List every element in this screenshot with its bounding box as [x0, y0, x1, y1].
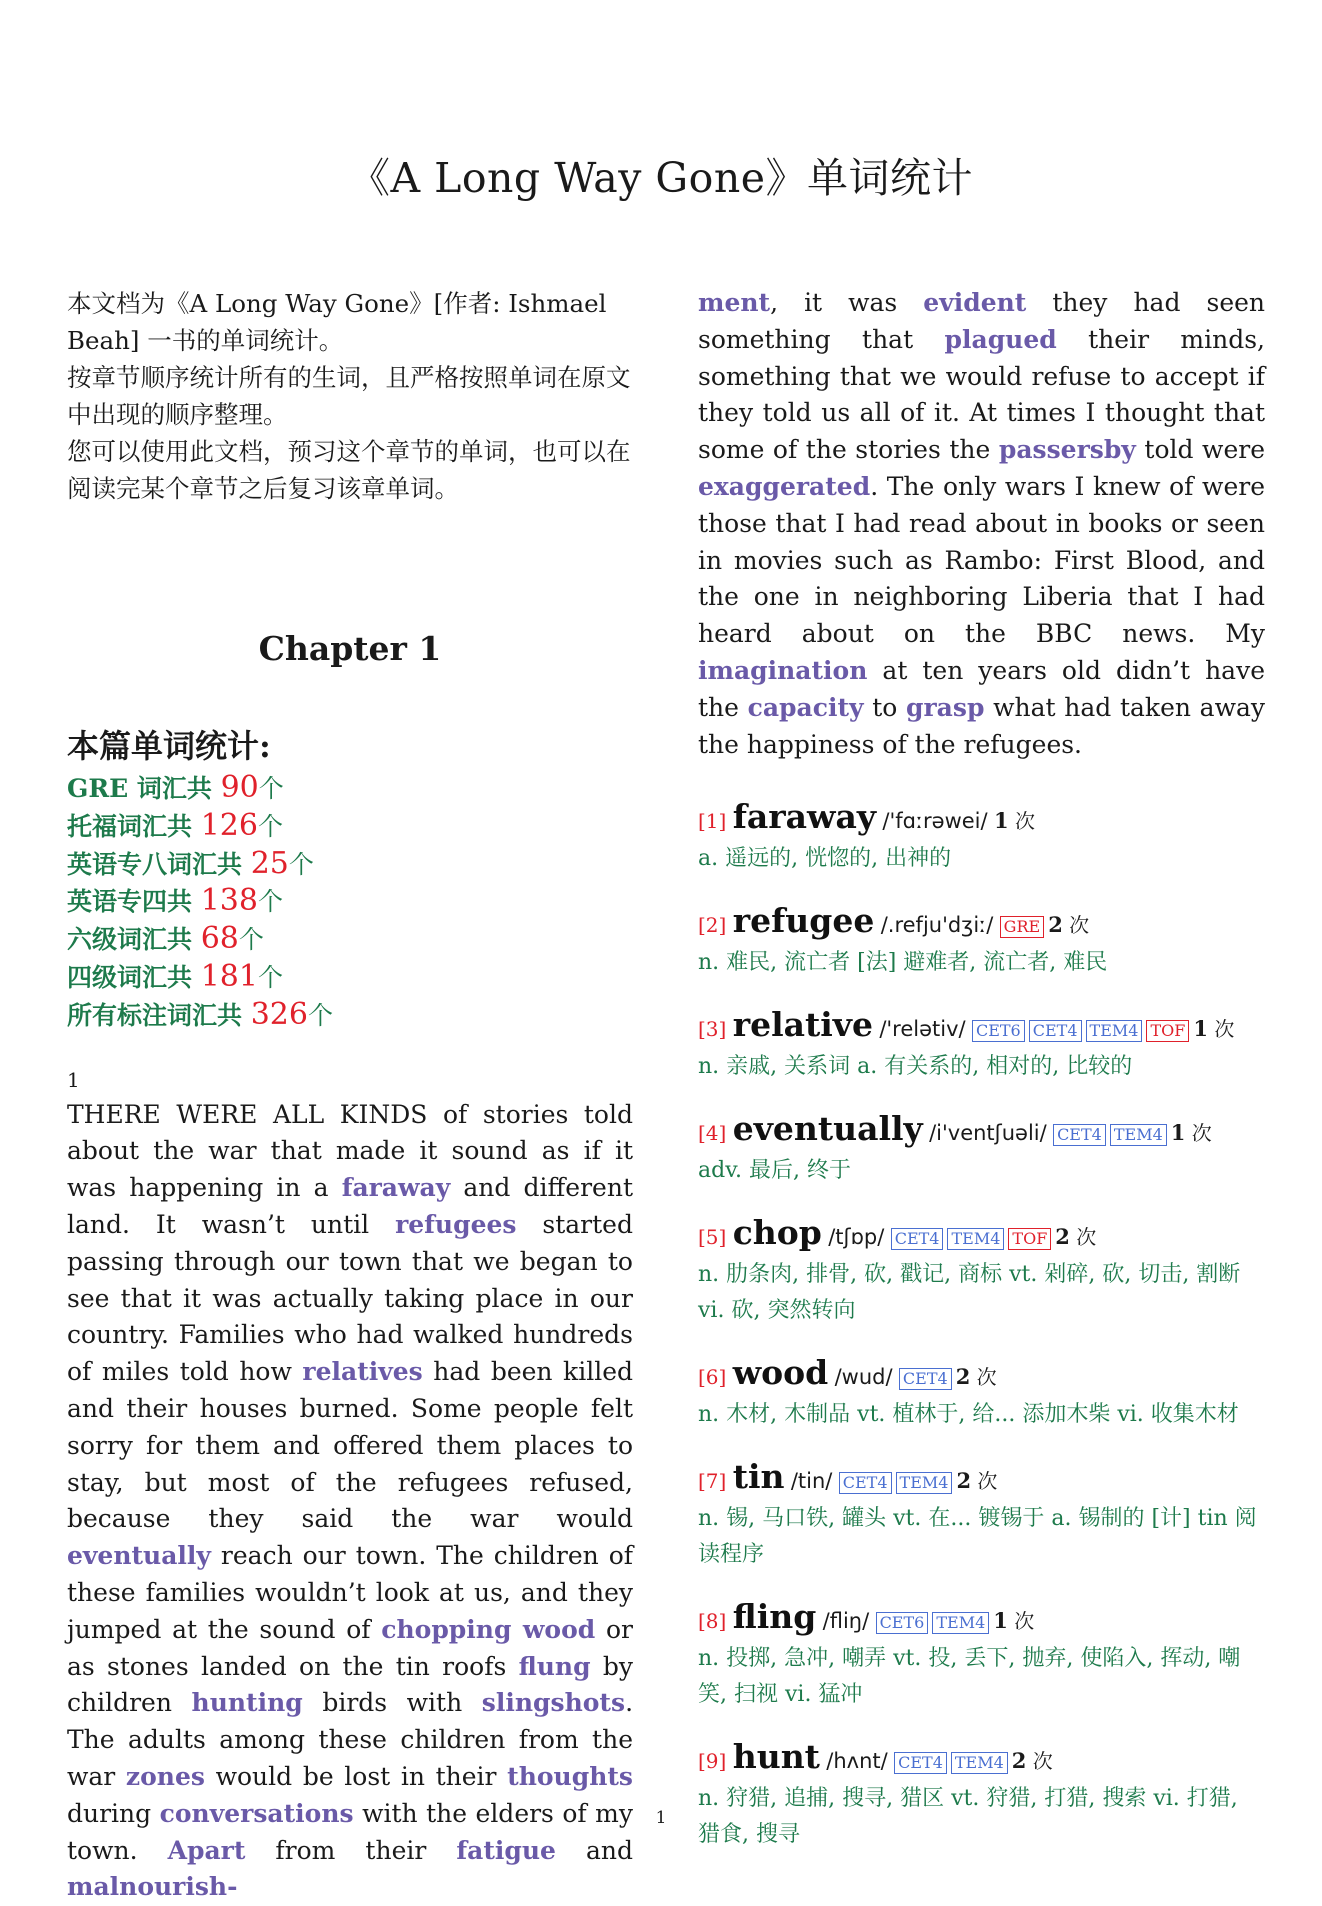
vocab-index: [9] — [698, 1749, 727, 1774]
highlighted-word: slingshots — [481, 1688, 626, 1718]
vocab-count: 1 — [1193, 1016, 1208, 1042]
level-tag: TEM4 — [1086, 1020, 1143, 1042]
text-run: . The adults among these children from the war — [67, 1688, 634, 1791]
vocab-definition: n. 投掷, 急冲, 嘲弄 vt. 投, 丢下, 抛弃, 使陷入, 挥动, 嘲笑, 扫视 vi. 猛冲 — [698, 1646, 1241, 1708]
level-tag: TEM4 — [947, 1228, 1004, 1250]
level-tag: TOF — [1146, 1020, 1189, 1042]
right-column — [698, 285, 1265, 1853]
chapter-number: 1 — [67, 1067, 80, 1092]
level-tag: CET4 — [839, 1472, 892, 1494]
vocab-entry — [698, 1597, 1265, 1713]
stats-count: 181 — [200, 958, 258, 994]
vocab-definition: adv. 最后, 终于 — [698, 1158, 851, 1184]
level-tag: TEM4 — [951, 1752, 1008, 1774]
highlighted-word: passersby — [998, 435, 1136, 465]
vocab-entry — [698, 1457, 1265, 1573]
vocab-word: hunt — [732, 1737, 820, 1777]
vocab-definition: n. 亲戚, 关系词 a. 有关系的, 相对的, 比较的 — [698, 1054, 1133, 1080]
text-run: told were — [1135, 435, 1265, 465]
vocab-entry-head — [698, 1005, 1265, 1049]
chapter-heading: Chapter 1 — [258, 629, 442, 668]
highlighted-word: fatigue — [456, 1835, 556, 1865]
vocab-pronunciation: /'relətiv/ — [879, 1017, 966, 1042]
highlighted-word: zones — [125, 1761, 205, 1791]
vocab-pronunciation: /.refju'dʒiː/ — [880, 913, 994, 938]
vocab-definition: n. 木材, 木制品 vt. 植林于, 给... 添加木柴 vi. 收集木材 — [698, 1402, 1239, 1428]
stats-unit: 个 — [307, 1000, 333, 1030]
vocab-word: relative — [732, 1005, 873, 1045]
vocab-word: refugee — [732, 901, 875, 941]
text-run: started passing through our town that we began to see that it was actually taking place in our country. Families who had walked hundreds of miles told how — [67, 1209, 633, 1387]
vocab-index: [8] — [698, 1609, 727, 1634]
left-column — [67, 285, 633, 1906]
chapter-text-right — [698, 285, 1265, 763]
vocab-count-unit: 次 — [1191, 1121, 1212, 1146]
vocab-entry — [698, 797, 1265, 877]
vocab-count: 1 — [1170, 1120, 1186, 1146]
vocab-count: 2 — [1048, 912, 1063, 938]
vocab-pronunciation: /fliŋ/ — [822, 1609, 870, 1634]
stats-label: 六级词汇共 — [67, 925, 201, 955]
vocab-count: 2 — [1011, 1748, 1027, 1774]
chapter-text-left — [67, 1097, 633, 1906]
level-tag: TOF — [1008, 1228, 1051, 1250]
highlighted-word: exaggerated — [698, 471, 871, 501]
highlighted-word: malnourish- — [67, 1872, 238, 1902]
stats-count: 138 — [200, 883, 258, 919]
text-run: they had seen something that — [698, 288, 1266, 354]
vocab-definition: n. 狩猎, 追捕, 搜寻, 猎区 vt. 狩猎, 打猎, 搜索 vi. 打猎, 猎食, 搜寻 — [698, 1786, 1238, 1848]
vocab-pronunciation: /tin/ — [790, 1469, 833, 1494]
highlighted-word: thoughts — [507, 1761, 634, 1791]
stats-unit: 个 — [257, 962, 283, 992]
level-tag: CET6 — [876, 1612, 929, 1634]
stats-unit: 个 — [288, 849, 314, 879]
stats-item — [67, 770, 633, 808]
vocab-word: wood — [732, 1353, 829, 1393]
vocab-count-unit: 次 — [1076, 1225, 1097, 1250]
stats-unit: 个 — [257, 887, 283, 917]
vocab-entry-head — [698, 1109, 1265, 1153]
text-run: by children — [67, 1651, 633, 1718]
vocab-list — [698, 797, 1265, 1853]
stats-item — [67, 883, 633, 921]
stats-label: 英语专四共 — [67, 887, 201, 917]
vocab-index: [4] — [698, 1121, 727, 1146]
text-run: during — [67, 1798, 160, 1828]
stats-item — [67, 921, 633, 959]
vocab-pronunciation: /hʌnt/ — [826, 1749, 888, 1774]
stats-list — [67, 770, 633, 1035]
intro-line: 您可以使用此文档，预习这个章节的单词，也可以在阅读完某个章节之后复习该章单词。 — [67, 437, 631, 503]
highlighted-word: evident — [923, 288, 1027, 317]
text-run: from their — [245, 1835, 457, 1865]
vocab-word: fling — [732, 1597, 817, 1637]
level-tag: GRE — [1000, 916, 1045, 938]
highlighted-word: flung — [518, 1651, 591, 1681]
highlighted-word: eventually — [67, 1541, 211, 1571]
text-run: and different land. It wasn’t until — [67, 1173, 633, 1239]
vocab-count: 1 — [993, 1608, 1008, 1634]
vocab-count-unit: 次 — [1014, 1609, 1035, 1634]
highlighted-word: imagination — [698, 655, 868, 685]
highlighted-word: plagued — [944, 324, 1057, 354]
text-run: . The only wars I knew of were those that I had read about in books or seen in movies such as Rambo: First Blood, and the one in neighboring Liberia that I had heard about on the BBC news. My — [698, 471, 1265, 649]
vocab-definition: n. 难民, 流亡者 [法] 避难者, 流亡者, 难民 — [698, 950, 1108, 976]
vocab-entry — [698, 1737, 1265, 1853]
vocab-count: 2 — [955, 1364, 971, 1390]
vocab-definition: n. 锡, 马口铁, 罐头 vt. 在... 镀锡于 a. 锡制的 [计] tin 阅读程序 — [698, 1506, 1257, 1568]
vocab-entry-head — [698, 797, 1265, 841]
vocab-entry-head — [698, 1597, 1265, 1641]
vocab-count-unit: 次 — [976, 1365, 997, 1390]
vocab-entry — [698, 1353, 1265, 1433]
stats-item — [67, 846, 633, 884]
text-run: had been killed and their houses burned. Some people felt sorry for them and offered them places to stay, but most of the refugees refused, because they said the war would — [67, 1357, 633, 1534]
vocab-index: [2] — [698, 913, 727, 938]
highlighted-word: refugees — [395, 1209, 517, 1239]
stats-count: 25 — [250, 845, 289, 881]
level-tag: TEM4 — [896, 1472, 953, 1494]
text-run: what had taken away the happiness of the refugees. — [698, 692, 1265, 759]
stats-item — [67, 997, 633, 1035]
stats-unit: 个 — [257, 811, 283, 841]
vocab-definition: n. 肋条肉, 排骨, 砍, 戳记, 商标 vt. 剁碎, 砍, 切击, 割断 vi. 砍, 突然转向 — [698, 1262, 1241, 1324]
stats-title: 本篇单词统计: — [67, 727, 271, 765]
highlighted-word: conversations — [159, 1798, 354, 1828]
intro-line: 本文档为《A Long Way Gone》[作者: Ishmael Beah] 一书的单词统计。 — [67, 289, 607, 355]
vocab-entry-head — [698, 1353, 1265, 1397]
vocab-count: 2 — [956, 1468, 972, 1494]
stats-count: 90 — [220, 770, 259, 805]
stats-count: 126 — [200, 807, 258, 843]
stats-item — [67, 808, 633, 846]
stats-unit: 个 — [238, 925, 264, 955]
vocab-pronunciation: /tʃɒp/ — [828, 1225, 885, 1250]
text-run: birds with — [302, 1688, 482, 1718]
level-tag: CET4 — [899, 1368, 952, 1390]
level-tag: TEM4 — [1110, 1124, 1167, 1146]
highlighted-word: grasp — [906, 692, 985, 722]
stats-item — [67, 959, 633, 997]
vocab-pronunciation: /i'ventʃuəli/ — [929, 1121, 1047, 1146]
vocab-entry-head — [698, 1213, 1265, 1257]
stats-unit: 个 — [258, 774, 284, 803]
intro-section — [67, 285, 633, 507]
text-run: at ten years old didn’t have the — [698, 655, 1265, 722]
highlighted-word: chopping wood — [381, 1614, 596, 1644]
stats-label: GRE 词汇共 — [67, 774, 221, 803]
stats-label: 四级词汇共 — [67, 962, 201, 992]
text-run: and — [555, 1835, 633, 1865]
vocab-entry-head — [698, 901, 1265, 945]
text-run: reach our town. The children of these families wouldn’t look at us, and they jumped at the sound of — [67, 1541, 633, 1644]
highlighted-word: faraway — [341, 1173, 451, 1203]
vocab-word: chop — [732, 1213, 822, 1253]
vocab-index: [5] — [698, 1225, 727, 1250]
vocab-pronunciation: /wud/ — [834, 1365, 893, 1390]
level-tag: CET4 — [891, 1228, 944, 1250]
vocab-index: [6] — [698, 1365, 727, 1390]
vocab-count: 2 — [1055, 1224, 1070, 1250]
vocab-entry — [698, 1213, 1265, 1329]
vocab-count-unit: 次 — [1069, 913, 1090, 938]
highlighted-word: hunting — [191, 1688, 303, 1718]
page-number: 1 — [655, 1808, 667, 1828]
vocab-count-unit: 次 — [1032, 1749, 1053, 1774]
level-tag: TEM4 — [932, 1612, 989, 1634]
intro-line: 按章节顺序统计所有的生词，且严格按照单词在原文中出现的顺序整理。 — [67, 363, 631, 429]
text-run: their minds, something that we would refuse to accept if they told us all of it. At times I thought that some of the stories the — [698, 324, 1265, 465]
level-tag: CET4 — [1029, 1020, 1082, 1042]
level-tag: CET6 — [972, 1020, 1025, 1042]
stats-count: 326 — [250, 996, 308, 1032]
level-tag: CET4 — [894, 1752, 947, 1774]
vocab-entry-head — [698, 1457, 1265, 1501]
text-run: , it was — [770, 288, 924, 317]
text-run: would be lost in their — [204, 1761, 508, 1791]
vocab-count-unit: 次 — [977, 1469, 998, 1494]
vocab-index: [1] — [698, 809, 727, 834]
vocab-index: [3] — [698, 1017, 727, 1042]
text-run: to — [863, 692, 907, 722]
highlighted-word: ment — [698, 288, 771, 317]
stats-count: 68 — [200, 921, 239, 957]
vocab-word: faraway — [732, 797, 877, 837]
vocab-pronunciation: /'fɑːrəwei/ — [882, 809, 988, 834]
vocab-entry-head — [698, 1737, 1265, 1781]
vocab-word: eventually — [732, 1109, 923, 1149]
vocab-entry — [698, 901, 1265, 981]
vocab-count: 1 — [993, 808, 1009, 834]
vocab-entry — [698, 1005, 1265, 1085]
stats-label: 英语专八词汇共 — [67, 849, 251, 879]
text-run: with the elders of my town. — [67, 1798, 633, 1865]
highlighted-word: Apart — [167, 1835, 246, 1865]
vocab-count-unit: 次 — [1014, 809, 1035, 834]
text-run: or as stones landed on the tin roofs — [67, 1614, 633, 1681]
vocab-entry — [698, 1109, 1265, 1189]
page-title: 《A Long Way Gone》单词统计 — [348, 154, 974, 202]
vocab-count-unit: 次 — [1214, 1017, 1235, 1042]
highlighted-word: relatives — [302, 1357, 423, 1387]
level-tag: CET4 — [1053, 1124, 1106, 1146]
text-run: THERE WERE ALL KINDS of stories told about the war that made it sound as if it was happening in a — [67, 1099, 633, 1203]
vocab-word: tin — [732, 1457, 785, 1497]
vocab-definition: a. 遥远的, 恍惚的, 出神的 — [698, 846, 952, 872]
highlighted-word: capacity — [747, 692, 864, 722]
vocab-index: [7] — [698, 1469, 727, 1494]
stats-label: 托福词汇共 — [67, 811, 201, 841]
stats-label: 所有标注词汇共 — [67, 1000, 251, 1030]
